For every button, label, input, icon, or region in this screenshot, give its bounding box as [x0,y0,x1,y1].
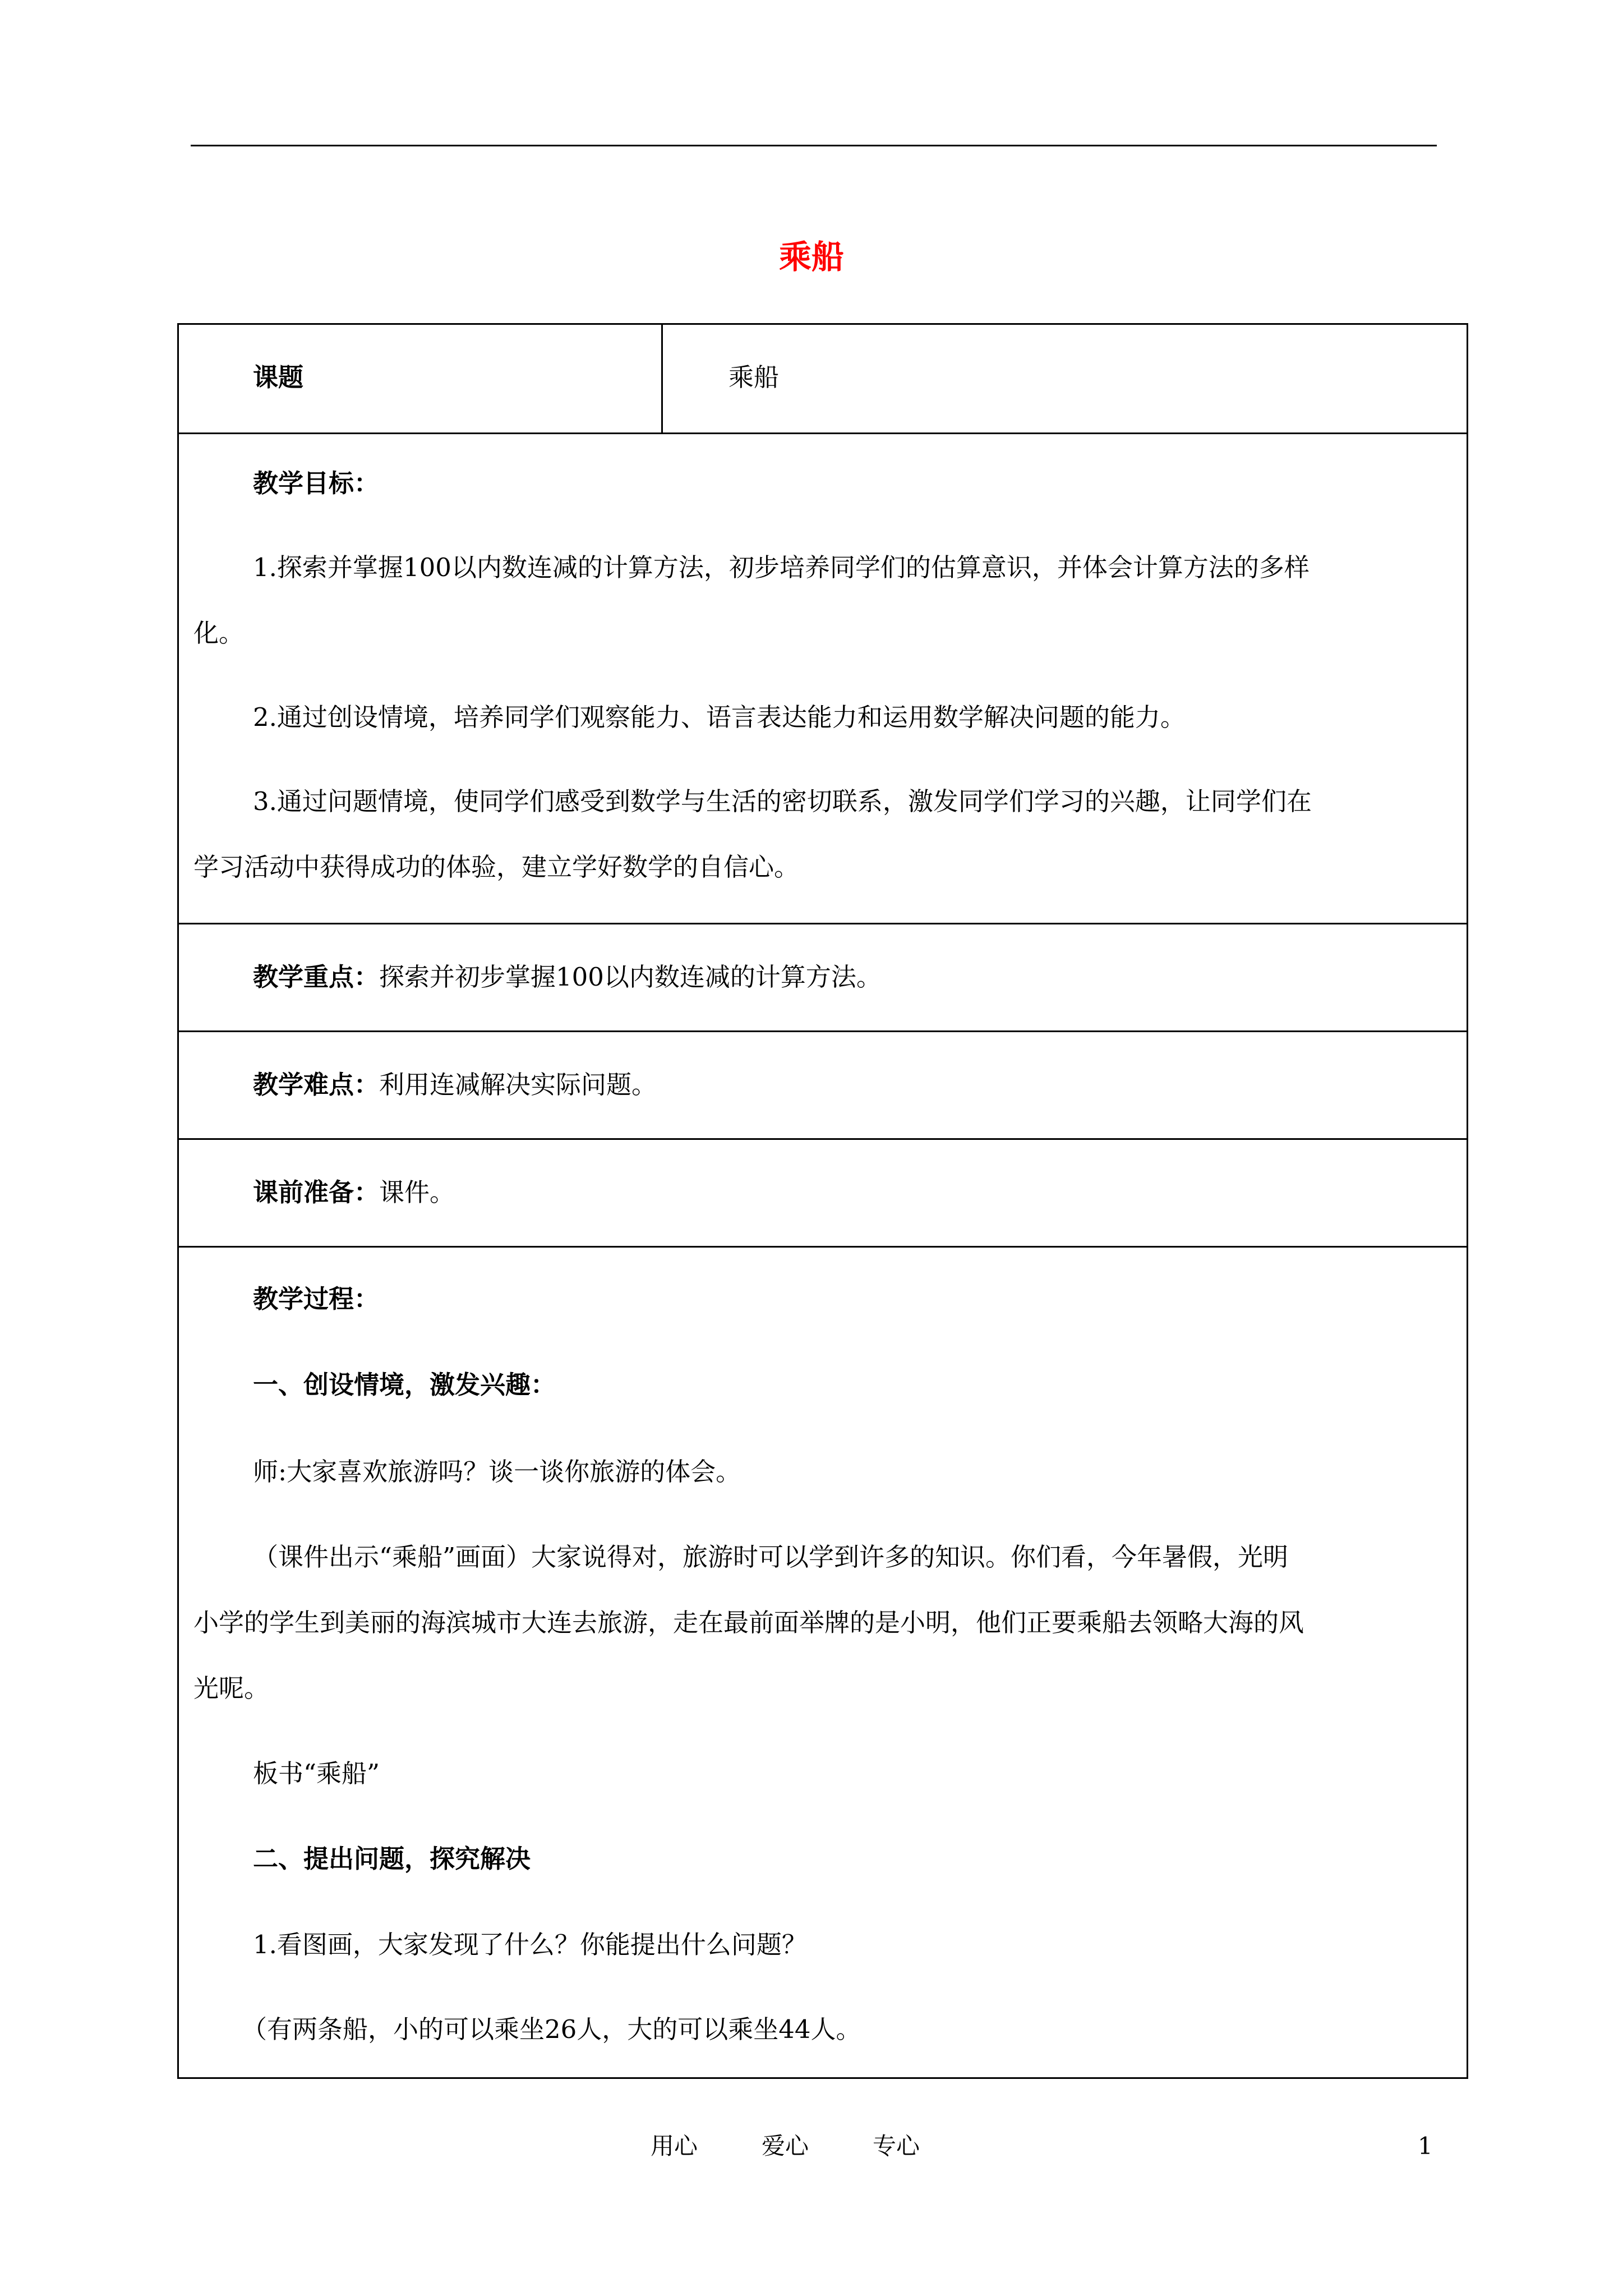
preparation-label: 课前准备： [253,1177,380,1207]
preparation-text: 课件。 [379,1177,455,1207]
difficulty [253,1068,1452,1102]
boats-line: （有两条船，小的可以乘坐26人，大的可以乘坐44人。 [242,2014,861,2044]
difficulty-text: 利用连减解决实际问题。 [379,1070,657,1099]
preparation [253,1176,1452,1209]
courseware-line-1: （课件出示“乘船”画面）大家说得对，旅游时可以学到许多的知识。你们看，今年暑假，光明 [253,1542,1289,1572]
objective-3-line-1: 3.通过问题情境，使同学们感受到数学与生活的密切联系，激发同学们学习的兴趣，让同学们在 [253,786,1312,816]
section-2-heading: 二、提出问题，探究解决 [253,1844,531,1874]
objective-1-line-2: 化。 [193,618,245,648]
key-point [253,960,1452,994]
document-title: 乘船 [778,238,844,276]
teacher-line: 师:大家喜欢旅游吗？谈一谈你旅游的体会。 [253,1457,741,1487]
topic-value: 乘船 [728,362,780,392]
courseware-line-3: 光呢。 [193,1673,270,1703]
objectives-row [179,432,1467,923]
topic-row [179,325,1467,432]
question-line: 1.看图画，大家发现了什么？你能提出什么问题？ [253,1930,807,1959]
courseware-line-2: 小学的学生到美丽的海滨城市大连去旅游，走在最前面举牌的是小明，他们正要乘船去领略大海的风 [193,1608,1304,1637]
objective-2: 2.通过创设情境，培养同学们观察能力、语言表达能力和运用数学解决问题的能力。 [253,702,1186,732]
footer-item-1: 用心 [651,2132,698,2160]
footer-item-2: 爱心 [762,2132,809,2160]
process-row [179,1246,1467,2077]
footer-item-3: 专心 [873,2132,920,2160]
objective-1-line-1: 1.探索并掌握100以内数连减的计算方法，初步培养同学们的估算意识，并体会计算方法的多样 [253,553,1310,582]
key-point-text: 探索并初步掌握100以内数连减的计算方法。 [379,962,882,992]
lesson-plan-table [177,323,1468,2079]
key-point-label: 教学重点： [253,962,380,992]
board-line: 板书“乘船” [253,1759,380,1788]
preparation-row [179,1138,1467,1246]
process-heading: 教学过程： [253,1284,380,1314]
difficulty-row [179,1030,1467,1138]
topic-label: 课题 [253,362,304,392]
objective-3-line-2: 学习活动中获得成功的体验，建立学好数学的自信心。 [193,852,800,882]
key-point-row [179,923,1467,1030]
difficulty-label: 教学难点： [253,1070,380,1099]
page-number: 1 [1418,2132,1433,2160]
header-rule [191,145,1437,146]
section-1-heading: 一、创设情境，激发兴趣： [253,1370,556,1400]
objectives-heading: 教学目标： [253,468,380,498]
topic-divider [661,325,663,432]
